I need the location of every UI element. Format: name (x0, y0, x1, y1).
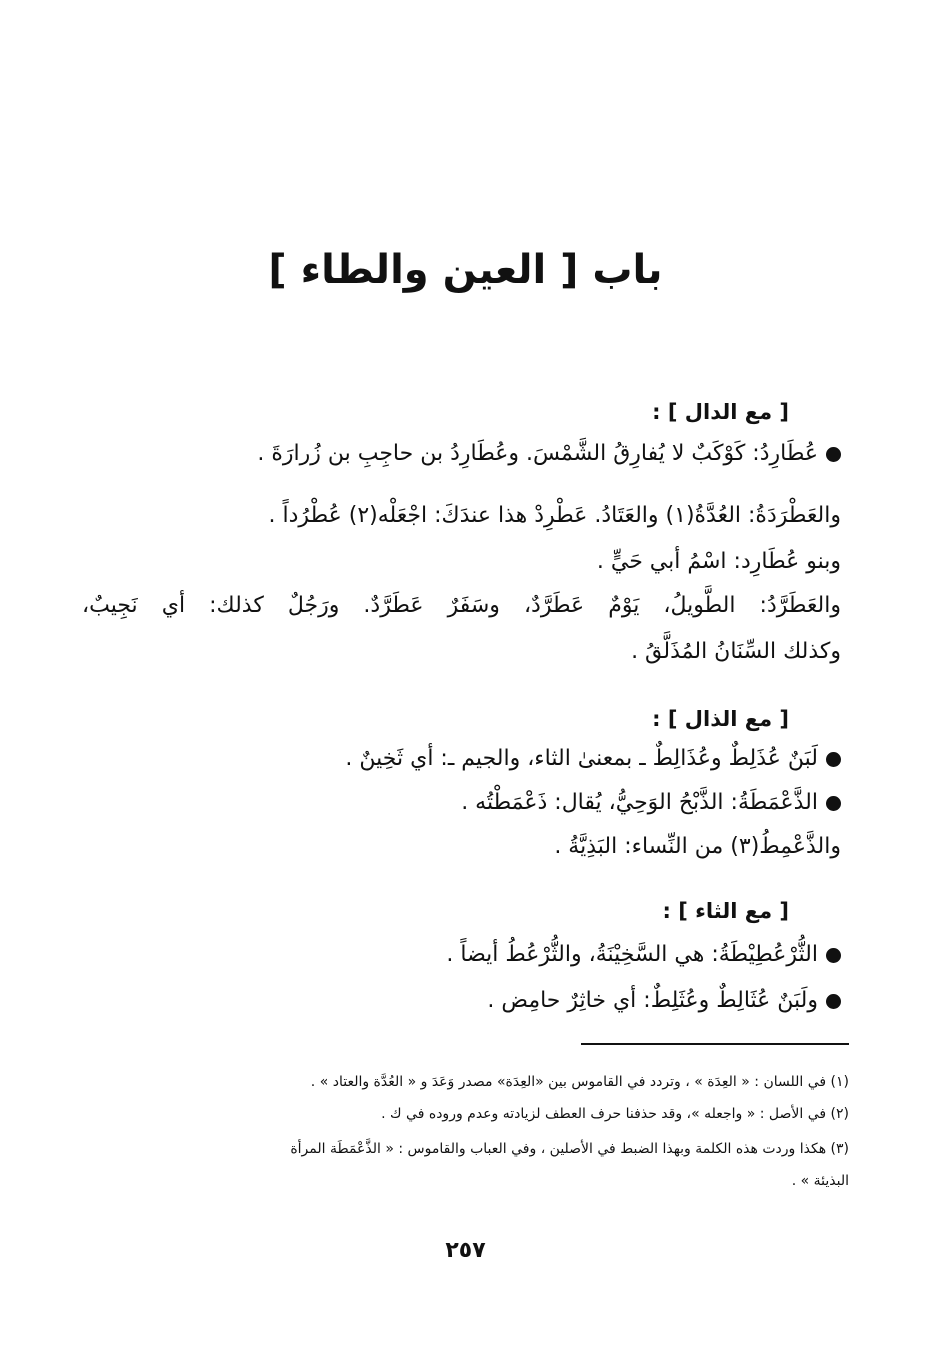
bullet-icon (826, 796, 841, 811)
footnote-3-continuation: البذيئة » . (791, 1173, 849, 1189)
entry-line (487, 983, 841, 1019)
chapter-title: باب [ العين والطاء ] (268, 247, 663, 293)
footnote-2: (٢) في الأصل : « واجعله »، وقد حذفنا حرف العطف لزيادته وعدم وروده في ك . (381, 1106, 849, 1122)
section-heading-tha: [ مع الثاء ] : (662, 899, 789, 923)
entry-text: عُطَارِدُ: كَوْكَبٌ لا يُفارِقُ الشَّمْسَ. وعُطَارِدُ بن حاجِبِ بن زُرارَةَ . (257, 441, 818, 466)
footnote-separator (581, 1043, 849, 1045)
bullet-icon (826, 447, 841, 462)
section-heading-dhal: [ مع الذال ] : (652, 707, 789, 731)
section-heading-dal: [ مع الدال ] : (652, 400, 789, 424)
bullet-icon (826, 948, 841, 963)
bullet-icon (826, 994, 841, 1009)
entry-line (446, 937, 841, 973)
bullet-icon (826, 752, 841, 767)
entry-line: والعَطْرَدَةُ: العُدَّةُ(١) والعَتَادُ. عَطْرِدْ هذا عندَكَ: اجْعَلْه(٢) عُطْرُداً . (268, 503, 841, 528)
entry-text: لَبَنٌ عُذَلِطٌ وعُذَالِطٌ ـ بمعنىٰ الثاء، والجيم ـ: أي ثَخِينٌ . (345, 746, 818, 771)
entry-line: وبنو عُطَارِد: اسْمُ أبي حَيٍّ . (596, 549, 841, 574)
entry-line: والعَطَرَّدُ: الطَّويلُ، يَوْمٌ عَطَرَّدٌ، وسَفَرٌ عَطَرَّدٌ. ورَجُلٌ كذلك: أي نَجِيبٌ، (82, 593, 841, 618)
footnote-1: (١) في اللسان : « العِدَة » ، وتردد في القاموس بين «العِدَة» مصدر وَعَدَ و « العُدَّة والعتاد » . (310, 1074, 849, 1090)
page-number: ٢٥٧ (445, 1238, 486, 1263)
footnote-3: (٣) هكذا وردت هذه الكلمة وبهذا الضبط في الأصلين ، وفي العباب والقاموس : « الذَّعْمَطَة المرأة (290, 1141, 849, 1157)
entry-text: الذَّعْمَطَةُ: الذَّبْحُ الوَحِيُّ، يُقال: ذَعْمَطْتُه . (461, 790, 818, 815)
entry-line: والذَّعْمِطُ(٣) من النِّساء: البَذِيَّةُ . (554, 834, 841, 859)
entry-text: ولَبَنٌ عُثَالِطٌ وعُثَلِطٌ: أي خاثِرٌ حامِض . (487, 988, 818, 1013)
entry-line (345, 741, 841, 777)
entry-line (461, 785, 841, 821)
entry-line: وكذلك السِّنَانُ المُذَلَّقُ . (631, 639, 841, 664)
entry-line (257, 436, 841, 472)
entry-text: الثُّرْعُطِيْطَةُ: هي السَّخِيْنَةُ، والثُّرْعُطُ أيضاً . (446, 942, 818, 967)
